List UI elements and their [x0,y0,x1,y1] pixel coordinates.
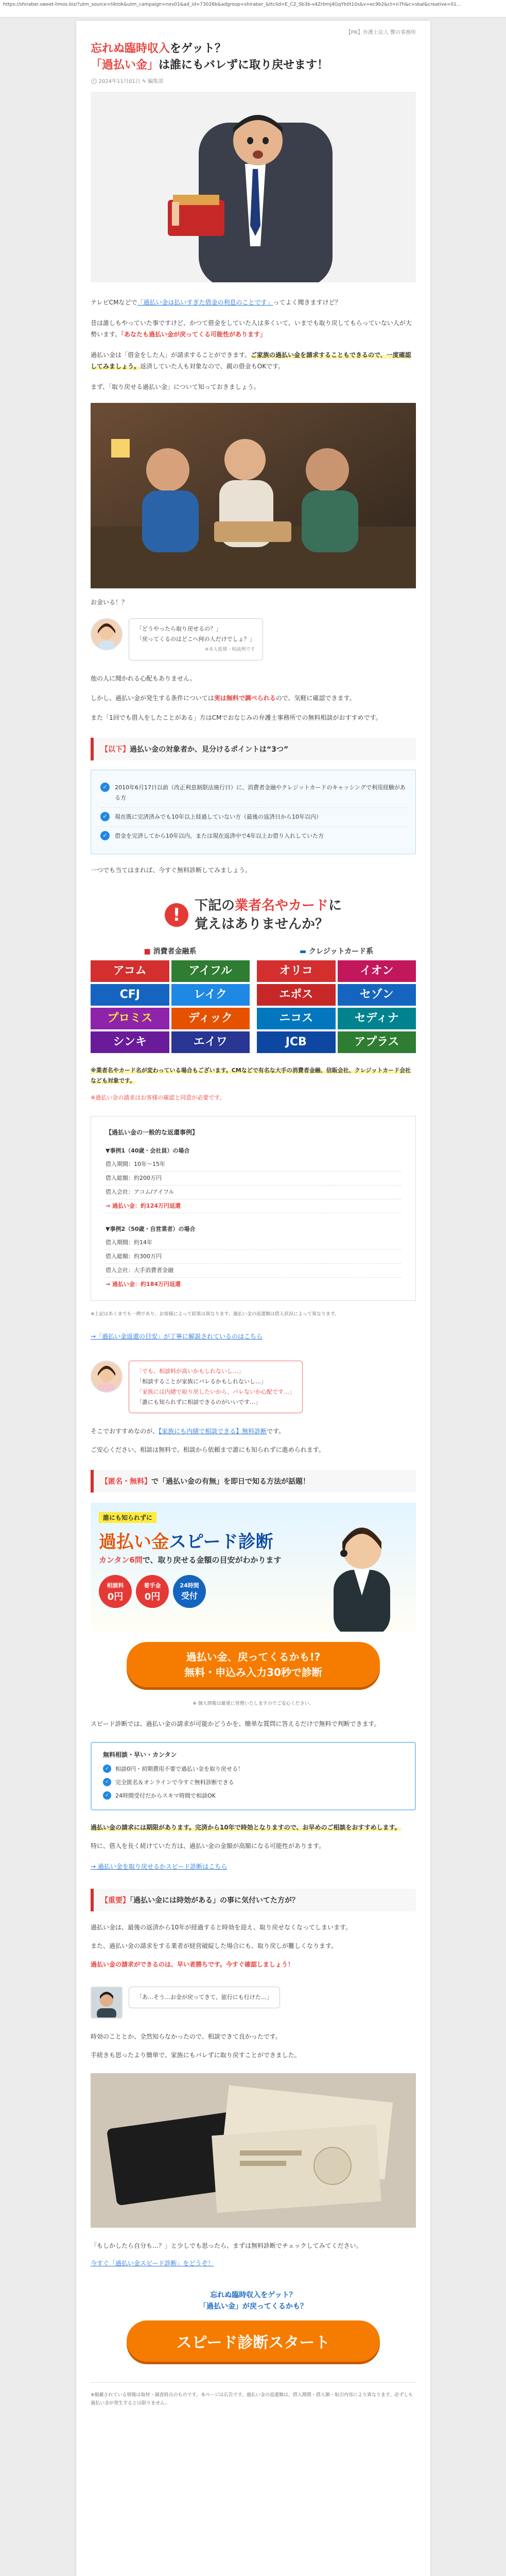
company-tile: ディック [171,1008,250,1029]
company-tile: ニコス [257,1008,336,1029]
company-tile: エイワ [171,1031,250,1053]
speech-bubble-2 [91,1361,416,1413]
paragraph-last-link: 今すぐ「過払い金スピード診断」をどうぞ！ [91,2260,214,2267]
check-icon: ✓ [103,1765,111,1773]
section3-red: 過払い金の請求ができるのは、早い者勝ちです。今すぐ確認しましょう！ [91,1961,294,1968]
hero-image [91,92,416,282]
paragraph-steps-after-2: 特に、借入を長く続けていた方は、過払い金の金額が高額になる可能性があります。 [91,1842,325,1850]
intro-paragraph: テレビCMなどで「過払い金は払いすぎた借金の利息のことです」ってよく聞きますけど？ [91,299,341,306]
avatar-woman [91,1361,123,1393]
avatar-man [91,1987,123,2019]
example-link: →「過払い金返還の目安」が丁寧に解説されているのはこちら [91,1333,263,1340]
paragraph-apart: 昔は誰しもやっていた事ですけど、かつて借金をしていた人は多くいて、いまでも取り戻してもらっていない人が大勢います。「あなたも過払い金が戻ってくる可能性があります」 [91,319,412,338]
paragraph-steps-after: 過払い金の請求には期限があります。完済から10年で時効となりますので、お早めのご相談をおすすめします。 [91,1824,401,1831]
company-red-note: ※過払い金の請求はお客様の確認と同意が必要です。 [91,1094,225,1101]
check-icon: ✓ [100,783,110,792]
paragraph-after-bubble: 他の人に聞かれる心配もありません。 [91,675,196,682]
avatar-woman [91,618,123,650]
author: 編集部 [148,79,164,84]
company-tile: セゾン [338,984,416,1006]
section-heading-3: 【重要】「過払い金には時効がある」の事に気付いてた方が？ [91,1889,416,1911]
office-photo [91,403,416,588]
paragraph-3: まず、「取り戻せる過払い金」について知っておきましょう。 [91,383,260,391]
section-heading-2: 【匿名・無料】で「過払い金の有無」を即日で知る方法が話題！ [91,1470,416,1493]
paragraph-secret: そこでおすすめなのが、【家族にも内緒で相談できる】無料診断です。 [91,1428,285,1435]
step-item: ✓ 相談0円・初期費用不要で過払い金を取り戻せる！ [103,1762,404,1775]
card-icon: ▬ [299,947,307,956]
author-icon: ✎ [142,79,147,84]
diag-link: → 過払い金を取り戻せるかスピード診断はこちら [91,1863,228,1870]
operator-illustration [318,1513,406,1632]
paragraph-one-match: 一つでも当てはまれば、今すぐ無料診断してみましょう。 [91,867,252,874]
section3-p1: 過払い金は、最後の返済から10年が経過すると時効を迎え、取り戻せなくなってしまいます。 [91,1924,352,1931]
person-icon: ■ [144,947,151,956]
company-grid [91,946,416,1053]
address-bar[interactable]: https://shiraber.sweet-limos.biz/?utm_source=tiktok&utm_campaign=nov01&ad_id=73026b&adgroup=shiraber_&ttclid=E_C2_Sb3b-v4Zrbmj4GqYb0t10s&v=ec9b2&ct=n7h&c=sbal&creative=01... [0,0,506,18]
company-tile: エポス [257,984,336,1006]
paragraph-hint: しかし、過払い金が発生する条件については実は無料で調べられるので、気軽に確認できます。 [91,694,356,702]
company-tile: レイク [171,984,250,1006]
example-row: 借入総額：約300万円 [106,1250,401,1264]
paragraph-2: 過払い金は「借金をした人」が請求することができます。ご家族の過払い金を請求することもできるので、一度確認してみましょう。返済していた人も対象なので、親の借金もOKです。 [91,351,411,370]
article-meta [91,77,416,84]
title-emphasis-1: 忘れぬ臨時収入 [91,42,170,55]
bubble-text-3: 「あ…そう…お金が戻ってきて、旅行にも行けた…」 [129,1987,280,2008]
cta-note: ※ 個人情報は厳重に管理いたしますのでご安心ください。 [193,1701,314,1706]
speech-bubble-1 [91,618,416,660]
photo-caption: お金いる！？ [91,599,128,606]
section3-p2: また、過払い金の請求をする業者が経営破綻した場合にも、取り戻しが難しくなります。 [91,1942,338,1950]
company-tile: オリコ [257,960,336,982]
example-note: ※上記はあくまでも一例であり、お客様によって結果は異なります。過払い金の返還額は借入状況によって異なります。 [91,1312,340,1317]
cta-button-1[interactable]: 過払い金、戻ってくるかも!? 無料・申込み入力30秒で診断 [127,1642,380,1687]
disclaimer: ※掲載されている情報は取材・調査時点のものです。本ページは広告です。過払い金の返還額は、借入期間・借入額・取引内容により異なります。必ずしも過払い金が発生するとは限りません。 [91,2382,416,2408]
step-item: ✓ 24時間受付だからスキマ時間で相談OK [103,1789,404,1802]
paragraph-catch: また「1回でも借入をしたことがある」方はCMでおなじみの弁護士事務所での無料相談がおすすめです。 [91,714,382,721]
speech-bubble-3 [91,1987,416,2019]
check-icon: ✓ [103,1791,111,1800]
company-tile: プロミス [91,1008,169,1029]
exclamation-icon: ! [165,903,188,927]
example-row: → 過払い金：約124万円返還 [106,1199,401,1213]
badge-consult-fee: 相談料 0円 [99,1575,132,1608]
publish-date: 2024年11月01日 [98,79,141,84]
company-tile: アプラス [338,1031,416,1053]
company-tile: シンキ [91,1031,169,1053]
credit-card-group: ▬ クレジットカード系 オリコ イオン エポス セゾン ニコス セディナ JCB アプラス [257,946,416,1053]
example-row: 借入期間：10年〜15年 [106,1158,401,1172]
title-text-2: は誰にもバレずに取り戻せます！ [159,59,329,72]
paragraph-noprice: ご安心ください、相談は無料で、相談から依頼まで誰にも知られずに進められます。 [91,1446,325,1453]
company-tile: JCB [257,1031,336,1053]
paragraph-last: 「もしかしたら自分も…？」と少しでも思ったら、まずは無料診断でチェックしてみてください。 [91,2242,362,2249]
company-note: ※業者名やカード名が変わっている場合もございます。CMなどで有名な大手の消費者金融、信販会社、クレジットカード会社なども対象です。 [91,1067,411,1084]
money-photo [91,2073,416,2228]
example-row: 借入期間：約14年 [106,1236,401,1250]
title-emphasis-2: 「過払い金」 [91,59,159,72]
company-tile: アコム [91,960,169,982]
paragraph-diag: スピード診断では、過払い金の請求が可能かどうかを、簡単な質問に答えるだけで無料で判断できます。 [91,1720,380,1727]
example-box: 【過払い金の一般的な返還事例】 ▼事例1（40歳・会社員）の場合 借入期間：10年〜15年 借入総額：約200万円 借入会社：アコム/アイフル → 過払い金：約124万円返還 ▼事例2（50歳・自営業者）の場合 借入期間：約14年 借入総額：約300万円 借入会社：大手消費者金融 → 過払い金：約184万円返還 [91,1116,416,1301]
check-item: ✓ 現在既に完済済みでも10年以上経過していない方（最後の返済日から10年以内） [100,808,406,827]
bubble-text-2: 「でも、相談料が高いかもしれないし…」 「相談することが家族にバレるかもしれないし…」 「家族には内緒で取り戻したいから、バレないか心配です…」 「誰にも知られずに相談できるのがいいです…」 [129,1361,303,1413]
intro-link[interactable]: 「過払い金は払いすぎた借金の利息のことです」 [137,299,273,306]
badge-24h: 24時間 受付 [173,1575,206,1608]
page-title [91,41,416,74]
title-text-1: をゲット？ [170,42,226,55]
check-icon: ✓ [103,1778,111,1786]
bubble-text-1: 「どうやったら取り戻せるの？」 「戻ってくるのはどこへ何の人だけでしょ？」 ※本人監修・相談例です [129,618,263,660]
badge-initial-fee: 着手金 0円 [136,1575,169,1608]
start-diagnosis-button[interactable]: スピード診断スタート [127,2320,380,2362]
consumer-finance-group: ■ 消費者金融系 アコム アイフル CFJ レイク プロミス ディック シンキ エイワ [91,946,250,1053]
check-icon: ✓ [100,831,110,840]
example-row: 借入会社：大手消費者金融 [106,1264,401,1278]
check-item: ✓ 借金を完済してから10年以内、または現在返済中で4年以上お借り入れしていた方 [100,827,406,845]
steps-box: 無料相談・早い・カンタン ✓ 相談0円・初期費用不要で過払い金を取り戻せる！ ✓ 完全匿名＆オンラインで今すぐ無料診断できる ✓ 24時間受付だからスキマ時間で相談OK [91,1742,416,1810]
example-row: 借入総額：約200万円 [106,1172,401,1185]
company-tile: イオン [338,960,416,982]
check-panel [91,770,416,854]
section3-p4: 手続きも思ったより簡単で、家族にもバレずに取り戻すことができました。 [91,2052,301,2059]
section-heading-1: 【以下】過払い金の対象者か、見分けるポイントは“3つ” [91,738,416,760]
promo-banner[interactable]: 誰にも知られずに 過払い金スピード診断 カンタン6問で、取り戻せる金額の目安がわかります 相談料 0円 着手金 0円 24時間 受付 [91,1503,416,1632]
example-row: 借入会社：アコム/アイフル [106,1185,401,1199]
pr-label: 【PR】弁護士法人 響の事務所 [345,30,416,36]
company-tile: CFJ [91,984,169,1006]
article-page [76,21,430,2576]
clock-icon: 🕘 [91,79,97,84]
check-icon: ✓ [100,812,110,821]
company-tile: セディナ [338,1008,416,1029]
example-row: → 過払い金：約184万円返還 [106,1281,181,1287]
step-item: ✓ 完全匿名＆オンラインで今すぐ無料診断できる [103,1775,404,1789]
check-item: ✓ 2010年6月17日以前（改正利息制限法施行日）に、消費者金融やクレジットカードのキャッシングで利用経験がある方 [100,778,406,808]
final-cta-block: 忘れぬ臨時収入をゲット？ 「過払い金」が戻ってくるかも？ スピード診断スタート [91,2290,416,2362]
company-title: ! 下記の業者名やカードに 覚えはありませんか？ [91,896,416,934]
company-tile: アイフル [171,960,250,982]
section3-p3: 時効のこととか、全然知らなかったので、相談できて良かったです。 [91,2033,282,2040]
